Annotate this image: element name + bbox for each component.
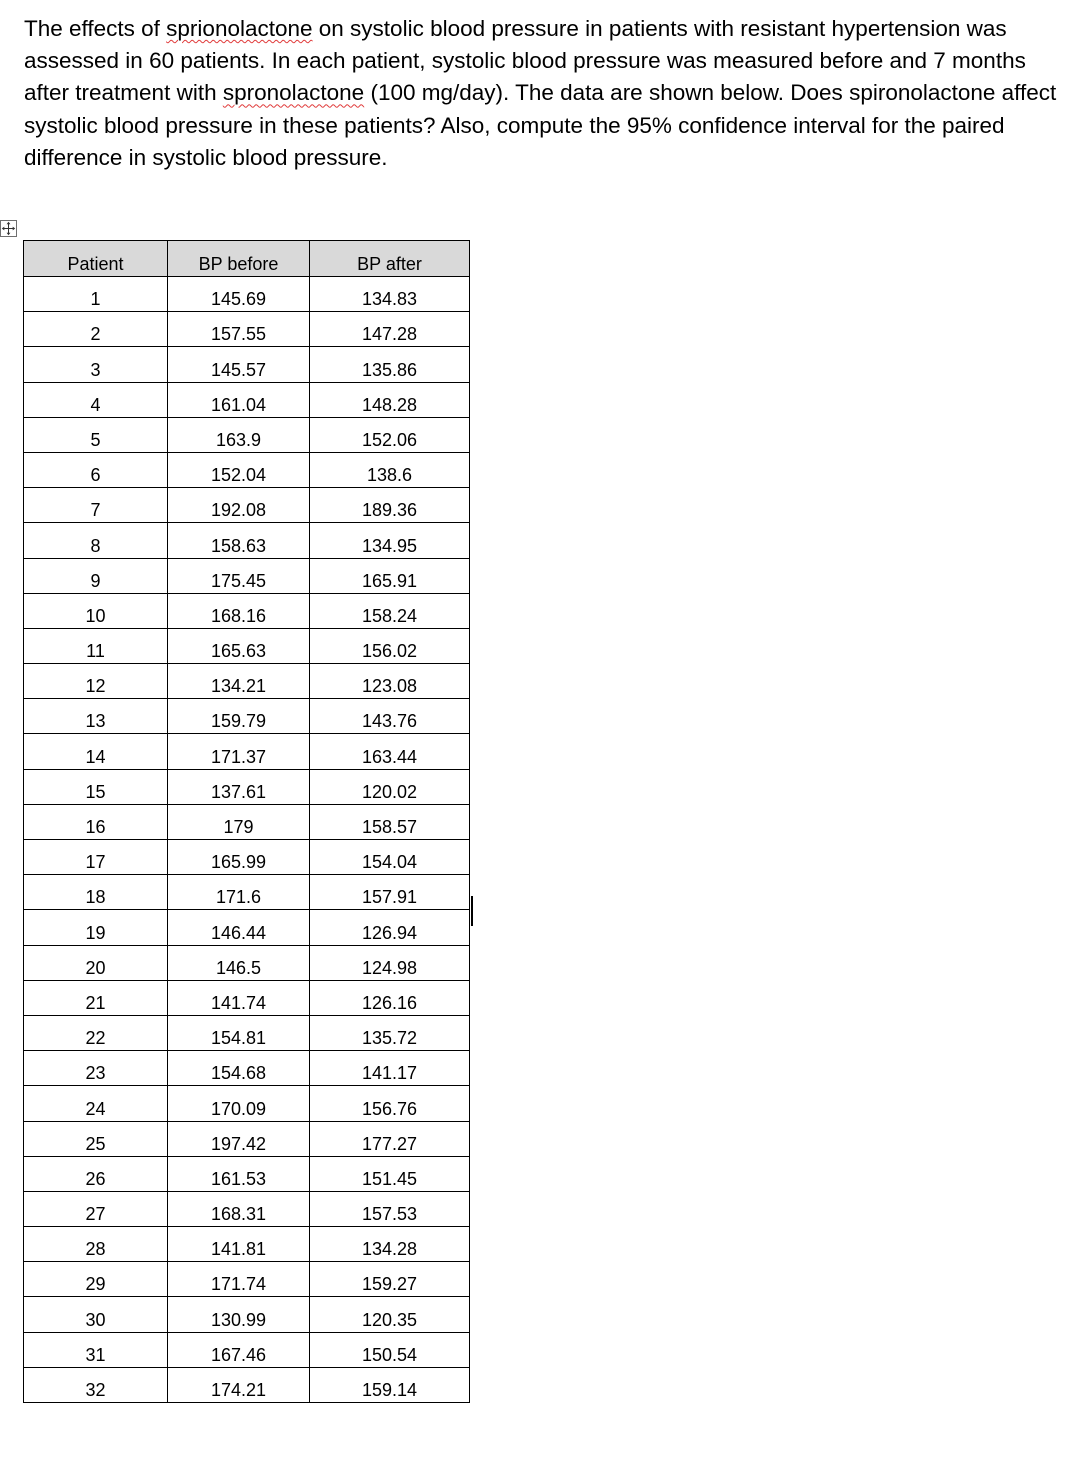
- patient-cell[interactable]: 4: [24, 382, 168, 417]
- bp-after-cell[interactable]: 156.02: [310, 628, 470, 663]
- misspelled-word-sprionolactone[interactable]: sprionolactone: [166, 16, 313, 41]
- table-row: [24, 523, 470, 558]
- header-bp-after[interactable]: BP after: [310, 241, 470, 277]
- bp-after-cell[interactable]: 147.28: [310, 312, 470, 347]
- bp-before-cell[interactable]: 168.31: [168, 1191, 310, 1226]
- patient-cell[interactable]: 18: [24, 875, 168, 910]
- bp-before-cell[interactable]: 165.63: [168, 628, 310, 663]
- patient-cell[interactable]: 15: [24, 769, 168, 804]
- bp-after-cell[interactable]: 135.86: [310, 347, 470, 382]
- patient-cell[interactable]: 14: [24, 734, 168, 769]
- table-row: [24, 804, 470, 839]
- table-row: [24, 628, 470, 663]
- bp-before-cell[interactable]: 161.04: [168, 382, 310, 417]
- bp-after-cell[interactable]: 138.6: [310, 452, 470, 487]
- table-row: [24, 593, 470, 628]
- bp-before-cell[interactable]: 157.55: [168, 312, 310, 347]
- text-cursor: [471, 896, 473, 926]
- patient-cell[interactable]: 19: [24, 910, 168, 945]
- bp-before-cell[interactable]: 141.74: [168, 980, 310, 1015]
- bp-before-cell[interactable]: 197.42: [168, 1121, 310, 1156]
- table-row: [24, 734, 470, 769]
- bp-after-cell[interactable]: 134.95: [310, 523, 470, 558]
- table-row: [24, 1191, 470, 1226]
- table-row: [24, 1297, 470, 1332]
- patient-cell[interactable]: 9: [24, 558, 168, 593]
- patient-cell[interactable]: 2: [24, 312, 168, 347]
- bp-after-cell[interactable]: 159.14: [310, 1367, 470, 1402]
- bp-after-cell[interactable]: 177.27: [310, 1121, 470, 1156]
- bp-before-cell[interactable]: 167.46: [168, 1332, 310, 1367]
- bp-before-cell[interactable]: 179: [168, 804, 310, 839]
- bp-before-cell[interactable]: 152.04: [168, 452, 310, 487]
- bp-after-cell[interactable]: 154.04: [310, 840, 470, 875]
- question-part-2: on systolic blood pressure in patients with resistant hypertension was assessed in 60 patients. In each patient, systolic blood pressure was measured before and 7 months after treatment with: [24, 16, 1026, 106]
- table-move-handle[interactable]: [0, 220, 17, 237]
- question-text: [24, 13, 1064, 174]
- patient-cell[interactable]: 31: [24, 1332, 168, 1367]
- table-row: [24, 945, 470, 980]
- patient-cell[interactable]: 16: [24, 804, 168, 839]
- bp-before-cell[interactable]: 154.68: [168, 1051, 310, 1086]
- table-row: [24, 382, 470, 417]
- patient-cell[interactable]: 10: [24, 593, 168, 628]
- bp-before-cell[interactable]: 171.37: [168, 734, 310, 769]
- bp-before-cell[interactable]: 146.5: [168, 945, 310, 980]
- bp-before-cell[interactable]: 171.74: [168, 1262, 310, 1297]
- patient-cell[interactable]: 25: [24, 1121, 168, 1156]
- bp-after-cell[interactable]: 163.44: [310, 734, 470, 769]
- bp-before-cell[interactable]: 134.21: [168, 664, 310, 699]
- bp-after-cell[interactable]: 189.36: [310, 488, 470, 523]
- bp-before-cell[interactable]: 170.09: [168, 1086, 310, 1121]
- table-row: [24, 452, 470, 487]
- table-row: [24, 769, 470, 804]
- bp-after-cell[interactable]: 158.24: [310, 593, 470, 628]
- table-row: [24, 1086, 470, 1121]
- bp-before-cell[interactable]: 154.81: [168, 1015, 310, 1050]
- patient-cell[interactable]: 6: [24, 452, 168, 487]
- bp-before-cell[interactable]: 145.69: [168, 277, 310, 312]
- patient-cell[interactable]: 27: [24, 1191, 168, 1226]
- bp-after-cell[interactable]: 134.28: [310, 1227, 470, 1262]
- table-row: [24, 875, 470, 910]
- header-bp-before[interactable]: BP before: [168, 241, 310, 277]
- header-patient[interactable]: Patient: [24, 241, 168, 277]
- patient-cell[interactable]: 20: [24, 945, 168, 980]
- bp-after-cell[interactable]: 159.27: [310, 1262, 470, 1297]
- bp-before-cell[interactable]: 145.57: [168, 347, 310, 382]
- table-row: [24, 699, 470, 734]
- bp-before-cell[interactable]: 163.9: [168, 417, 310, 452]
- table-row: [24, 558, 470, 593]
- patient-cell[interactable]: 12: [24, 664, 168, 699]
- question-part-1: The effects of: [24, 16, 167, 41]
- bp-after-cell[interactable]: 148.28: [310, 382, 470, 417]
- patient-cell[interactable]: 1: [24, 277, 168, 312]
- bp-after-cell[interactable]: 158.57: [310, 804, 470, 839]
- bp-before-cell[interactable]: 168.16: [168, 593, 310, 628]
- move-arrows-icon: [1, 221, 16, 236]
- table-row: [24, 1367, 470, 1402]
- bp-before-cell[interactable]: 174.21: [168, 1367, 310, 1402]
- bp-after-cell[interactable]: 123.08: [310, 664, 470, 699]
- bp-after-cell[interactable]: 157.91: [310, 875, 470, 910]
- table-header-row: [24, 241, 470, 277]
- bp-before-cell[interactable]: 137.61: [168, 769, 310, 804]
- bp-before-cell[interactable]: 161.53: [168, 1156, 310, 1191]
- bp-after-cell[interactable]: 120.35: [310, 1297, 470, 1332]
- bp-data-table: [23, 240, 470, 1403]
- patient-cell[interactable]: 5: [24, 417, 168, 452]
- bp-after-cell[interactable]: 124.98: [310, 945, 470, 980]
- bp-before-cell[interactable]: 165.99: [168, 840, 310, 875]
- table-body: [24, 277, 470, 1403]
- table-row: [24, 1262, 470, 1297]
- bp-before-cell[interactable]: 158.63: [168, 523, 310, 558]
- patient-cell[interactable]: 7: [24, 488, 168, 523]
- bp-after-cell[interactable]: 126.16: [310, 980, 470, 1015]
- bp-before-cell[interactable]: 146.44: [168, 910, 310, 945]
- bp-before-cell[interactable]: 175.45: [168, 558, 310, 593]
- question-part-3: (100 mg/day). The data are shown below. Does spironolactone affect systolic blood pressure in these patients? Also, compute the 95% confidence interval for the paired difference in systolic blood pressure.: [24, 80, 1057, 170]
- bp-after-cell[interactable]: 135.72: [310, 1015, 470, 1050]
- patient-cell[interactable]: 13: [24, 699, 168, 734]
- bp-after-cell[interactable]: 141.17: [310, 1051, 470, 1086]
- bp-after-cell[interactable]: 120.02: [310, 769, 470, 804]
- table-row: [24, 1227, 470, 1262]
- bp-after-cell[interactable]: 134.83: [310, 277, 470, 312]
- patient-cell[interactable]: 11: [24, 628, 168, 663]
- bp-after-cell[interactable]: 126.94: [310, 910, 470, 945]
- bp-after-cell[interactable]: 151.45: [310, 1156, 470, 1191]
- patient-cell[interactable]: 24: [24, 1086, 168, 1121]
- bp-after-cell[interactable]: 143.76: [310, 699, 470, 734]
- bp-after-cell[interactable]: 150.54: [310, 1332, 470, 1367]
- table-row: [24, 1015, 470, 1050]
- bp-after-cell[interactable]: 152.06: [310, 417, 470, 452]
- patient-cell[interactable]: 3: [24, 347, 168, 382]
- patient-cell[interactable]: 32: [24, 1367, 168, 1402]
- bp-before-cell[interactable]: 171.6: [168, 875, 310, 910]
- patient-cell[interactable]: 8: [24, 523, 168, 558]
- table-row: [24, 1121, 470, 1156]
- bp-before-cell[interactable]: 130.99: [168, 1297, 310, 1332]
- bp-before-cell[interactable]: 192.08: [168, 488, 310, 523]
- table-row: [24, 910, 470, 945]
- table-row: [24, 417, 470, 452]
- bp-before-cell[interactable]: 141.81: [168, 1227, 310, 1262]
- patient-cell[interactable]: 17: [24, 840, 168, 875]
- bp-before-cell[interactable]: 159.79: [168, 699, 310, 734]
- table-row: [24, 312, 470, 347]
- table-row: [24, 664, 470, 699]
- table-row: [24, 347, 470, 382]
- table-row: [24, 1332, 470, 1367]
- patient-cell[interactable]: 23: [24, 1051, 168, 1086]
- patient-cell[interactable]: 29: [24, 1262, 168, 1297]
- patient-cell[interactable]: 28: [24, 1227, 168, 1262]
- patient-cell[interactable]: 30: [24, 1297, 168, 1332]
- patient-cell[interactable]: 26: [24, 1156, 168, 1191]
- bp-after-cell[interactable]: 165.91: [310, 558, 470, 593]
- table-row: [24, 1051, 470, 1086]
- patient-cell[interactable]: 21: [24, 980, 168, 1015]
- table-row: [24, 980, 470, 1015]
- table-row: [24, 277, 470, 312]
- table-row: [24, 840, 470, 875]
- patient-cell[interactable]: 22: [24, 1015, 168, 1050]
- bp-after-cell[interactable]: 156.76: [310, 1086, 470, 1121]
- bp-after-cell[interactable]: 157.53: [310, 1191, 470, 1226]
- table-row: [24, 1156, 470, 1191]
- misspelled-word-spronolactone[interactable]: spronolactone: [222, 80, 365, 106]
- table-row: [24, 488, 470, 523]
